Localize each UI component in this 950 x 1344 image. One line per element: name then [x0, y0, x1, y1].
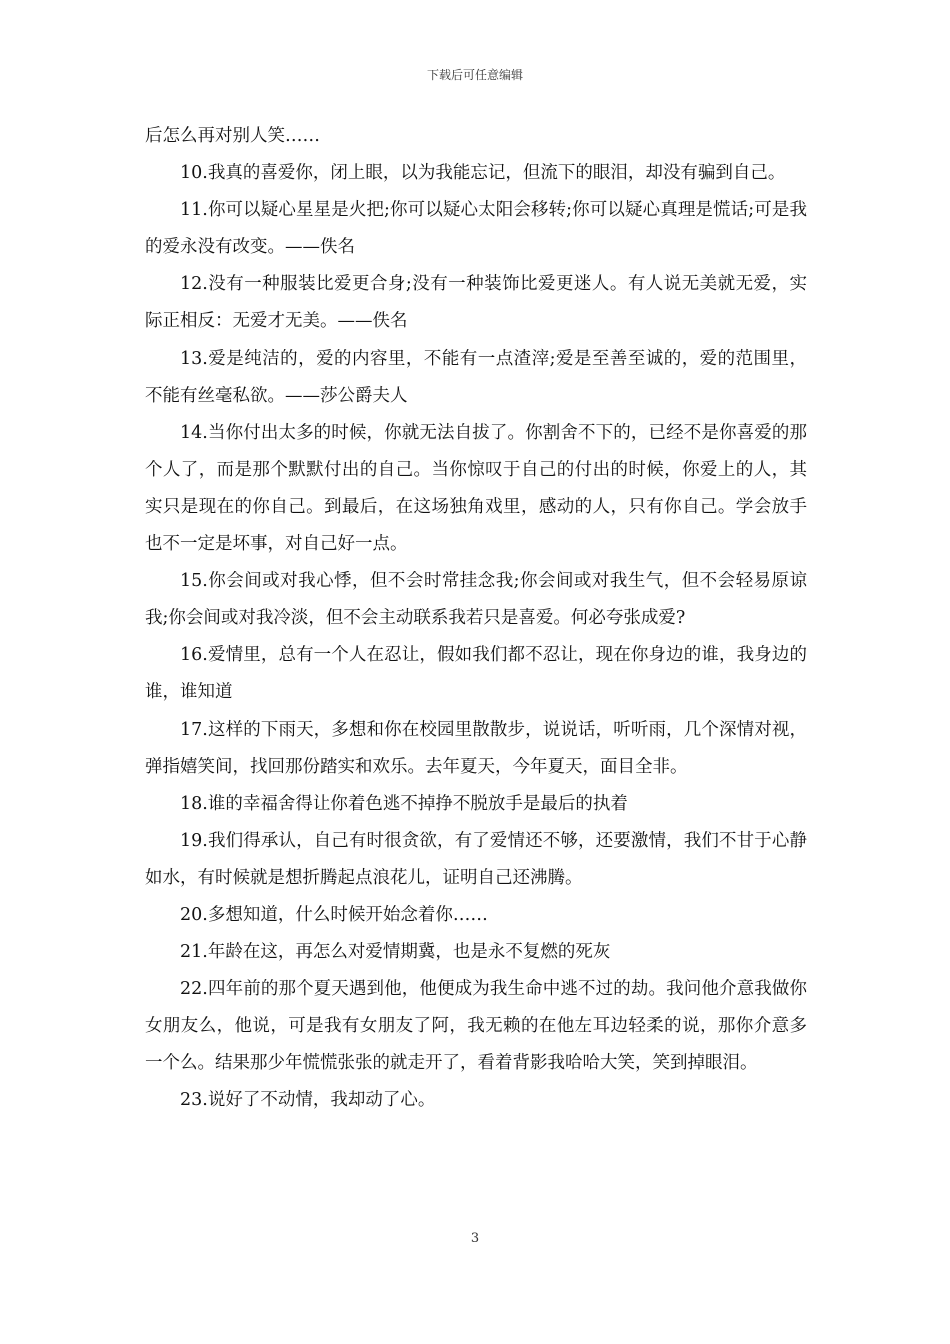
paragraph-9: 18.谁的幸福舍得让你着色逃不掉挣不脱放手是最后的执着 [180, 793, 628, 814]
paragraph-5: 14.当你付出太多的时候，你就无法自拔了。你割舍不下的，已经不是你喜爱的那个人了，而是那个默默付出的自己。当你惊叹于自己的付出的时候，你爱上的人，其实只是现在的你自己。到最后，在这场独角戏里，感动的人，只有你自己。学会放手也不一定是坏事，对自己好一点。 [145, 422, 807, 555]
paragraph-2: 11.你可以疑心星星是火把;你可以疑心太阳会移转;你可以疑心真理是慌话;可是我的爱永没有改变。——佚名 [145, 200, 807, 258]
paragraph-3: 12.没有一种服装比爱更合身;没有一种装饰比爱更迷人。有人说无美就无爱，实际正相反：无爱才无美。——佚名 [145, 274, 807, 332]
paragraph-7: 16.爱情里，总有一个人在忍让，假如我们都不忍让，现在你身边的谁，我身边的谁，谁知道 [145, 645, 807, 703]
paragraph-10: 19.我们得承认，自己有时很贪欲，有了爱情还不够，还要激情，我们不甘于心静如水，有时候就是想折腾起点浪花儿，证明自己还沸腾。 [145, 830, 807, 888]
paragraph-13: 22.四年前的那个夏天遇到他，他便成为我生命中逃不过的劫。我问他介意我做你女朋友么，他说，可是我有女朋友了阿，我无赖的在他左耳边轻柔的说，那你介意多一个么。结果那少年慌慌张张的就走开了，看着背影我哈哈大笑，笑到掉眼泪。 [145, 979, 807, 1074]
paragraph-1: 10.我真的喜爱你，闭上眼，以为我能忘记，但流下的眼泪，却没有骗到自己。 [180, 163, 786, 184]
page-number: 3 [470, 1231, 480, 1246]
paragraph-0: 后怎么再对别人笑…… [145, 126, 320, 146]
document-body [145, 118, 807, 1120]
paragraph-4: 13.爱是纯洁的，爱的内容里，不能有一点渣滓;爱是至善至诚的，爱的范围里，不能有丝毫私欲。——莎公爵夫人 [145, 348, 807, 406]
paragraph-6: 15.你会间或对我心悸，但不会时常挂念我;你会间或对我生气，但不会轻易原谅我;你会间或对我冷淡，但不会主动联系我若只是喜爱。何必夸张成爱? [145, 571, 807, 629]
paragraph-11: 20.多想知道，什么时候开始念着你…… [180, 904, 488, 925]
page-header: 下载后可任意编辑 [426, 68, 523, 82]
paragraph-14: 23.说好了不动情，我却动了心。 [180, 1090, 436, 1111]
paragraph-8: 17.这样的下雨天，多想和你在校园里散散步，说说话，听听雨，几个深情对视，弹指嬉笑间，找回那份踏实和欢乐。去年夏天，今年夏天，面目全非。 [145, 719, 807, 777]
paragraph-12: 21.年龄在这，再怎么对爱情期冀，也是永不复燃的死灰 [180, 942, 611, 963]
